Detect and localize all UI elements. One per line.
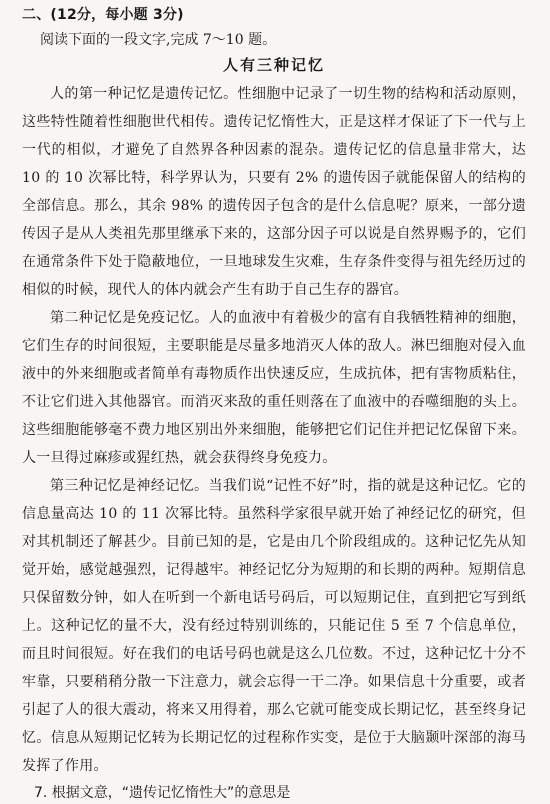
article-paragraph-3: 第三种记忆是神经记忆。当我们说“记性不好”时，指的就是这种记忆。它的信息量高达 10 的 11 次幂比特。虽然科学家很早就开始了神经记忆的研究，但对其机制还了解甚少。目前已知的是，它是由几个阶段组成的。这种记忆先从知觉开始，感觉越强烈，记得越牢。神经记忆分为短期的和长期的两种。短期信息只保留数分钟，如人在听到一个新电话号码后，可以短期记住，直到把它写到纸上。这种记忆的量不大，没有经过特别训练的，只能记住 5 至 7 个信息单位，而且时间很短。好在我们的电话号码也就是这么几位数。不过，这种记忆十分不牢靠，只要稍稍分散一下注意力，就会忘得一干二净。如果信息十分重要，或者引起了人的很大震动，将来又用得着，那么它就可能变成长期记忆，甚至终身记忆。信息从短期记忆转为长期记忆的过程称作实变，是位于大脑颞叶深部的海马发挥了作用。	[22, 478, 526, 774]
article-title: 人有三种记忆	[222, 56, 325, 74]
reading-instruction: 阅读下面的一段文字,完成 7～10 题。	[40, 32, 277, 48]
section-header: 二、(12分，每小题 3分)	[22, 7, 184, 23]
article-paragraph-2: 第二种记忆是免疫记忆。人的血液中有着极少的富有自我牺牲精神的细胞，它们生存的时间很短，主要职能是尽量多地消灭人体的敌人。淋巴细胞对侵入血液中的外来细胞或者简单有毒物质作出快速反应，生成抗体，把有害物质粘住，不让它们进入其他器官。而消灭来敌的重任则落在了血液中的吞噬细胞的头上。这些细胞能够毫不费力地区别出外来细胞，能够把它们记住并把记忆保留下来。人一旦得过麻疹或猩红热，就会获得终身免疫力。	[22, 310, 526, 466]
article-paragraph-1: 人的第一种记忆是遗传记忆。性细胞中记录了一切生物的结构和活动原则，这些特性随着性细胞世代相传。遗传记忆惰性大，正是这样才保证了下一代与上一代的相似，才避免了自然界各种因素的混杂。遗传记忆的信息量非常大，达 10 的 10 次幂比特，科学界认为，只要有 2% 的遗传因子就能保留人的结构的全部信息。那么，其余 98% 的遗传因子包含的是什么信息呢？原来，一部分遗传因子是从人类祖先那里继承下来的，这部分因子可以说是自然界赐予的，它们在通常条件下处于隐蔽地位，一旦地球发生灾难，生存条件变得与祖先经历过的相似的时候，现代人的体内就会产生有助于自己生存的器官。	[22, 86, 526, 298]
question-7: 7. 根据文意，“遗传记忆惰性大”的意思是	[34, 785, 291, 801]
